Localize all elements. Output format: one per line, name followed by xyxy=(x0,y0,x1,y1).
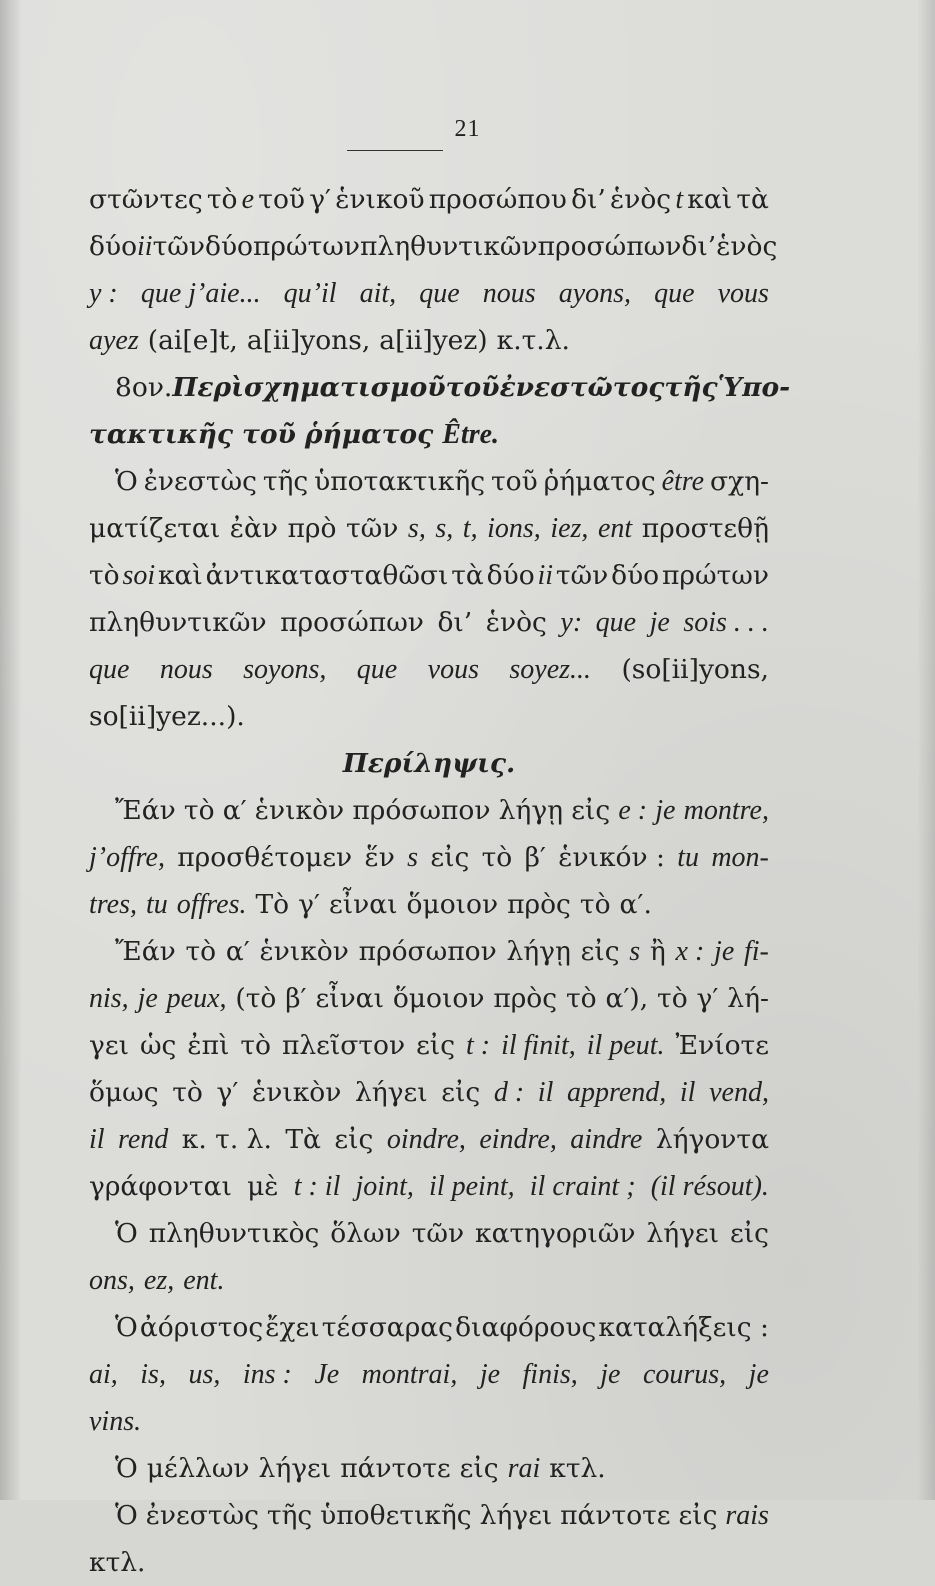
section-title: Περίληψις. xyxy=(342,748,516,779)
text-line: Ὁ μέλλων λήγει πάντοτε εἰς rai κτλ. xyxy=(115,1453,606,1484)
text-line: Ἔάν τὸ α′ ἑνικὸν πρόσωπον λήγῃ εἰς e : je montre, xyxy=(115,795,769,826)
text-line: que nous soyons, que vous soyez... (so[ii]yons, xyxy=(89,654,769,685)
text-line: so[ii]yez...). xyxy=(89,701,245,732)
text-line: ons, ez, ent. xyxy=(89,1265,225,1296)
header-rule xyxy=(347,150,443,151)
text-line: ὅμως τὸ γ′ ἑνικὸν λήγει εἰς d : il apprend, il vend, xyxy=(89,1077,769,1108)
body-text xyxy=(89,176,791,1586)
text-line: τὸ soi καὶ ἀντικατασταθῶσι τὰ δύο ii τῶν δύο πρώτων xyxy=(89,560,769,591)
text-line: δύο ii τῶν δύο πρώτων πληθυντικῶν προσώπων δι’ ἑνὸς xyxy=(89,231,778,262)
text-line: Ὁ πληθυντικὸς ὅλων τῶν κατηγοριῶν λήγει εἰς xyxy=(115,1218,769,1249)
text-line: y : que j’aie... qu’il ait, que nous ayons, que vous xyxy=(89,278,769,309)
text-line: nis, je peux, (τὸ β′ εἶναι ὅμοιον πρὸς τὸ α′), τὸ γ′ λή- xyxy=(89,983,769,1014)
text-line: Ὁ ἀόριστος ἔχει τέσσαρας διαφόρους καταλήξεις : xyxy=(115,1312,769,1343)
text-line: Ὁ ἐνεστὼς τῆς ὑποτακτικῆς τοῦ ῥήματος être σχη- xyxy=(115,466,769,497)
text-line: Ἔάν τὸ α′ ἑνικὸν πρόσωπον λήγῃ εἰς s ἢ x : je fi- xyxy=(115,936,769,967)
text-line: κτλ. xyxy=(89,1547,146,1578)
text-line: γράφονται μὲ t : il joint, il peint, il craint ; (il résout). xyxy=(89,1171,769,1202)
page-number: 21 xyxy=(454,116,481,142)
section-heading-line: 8ον. Περὶ σχηματισμοῦ τοῦ ἐνεστῶτος τῆς Ὑπο- xyxy=(115,372,791,403)
text-line: tres, tu offres. Τὸ γ′ εἶναι ὅμοιον πρὸς τὸ α′. xyxy=(89,889,652,920)
text-line: στῶντες τὸ e τοῦ γ′ ἑνικοῦ προσώπου δι’ ἑνὸς t καὶ τὰ xyxy=(89,184,769,215)
text-line: πληθυντικῶν προσώπων δι’ ἑνὸς y: que je sois . . . xyxy=(89,607,769,638)
text-line: j’offre, προσθέτομεν ἕν s εἰς τὸ β′ ἑνικόν : tu mon- xyxy=(89,842,769,873)
text-line: Ὁ ἐνεστὼς τῆς ὑποθετικῆς λήγει πάντοτε εἰς rais xyxy=(115,1500,769,1531)
section-heading-line: τακτικῆς τοῦ ῥήματος Être. xyxy=(89,419,500,450)
text-line: ai, is, us, ins : Je montrai, je finis, je courus, je xyxy=(89,1359,769,1390)
text-line: ματίζεται ἐὰν πρὸ τῶν s, s, t, ions, iez, ent προστεθῇ xyxy=(89,513,769,544)
text-line: γει ὡς ἐπὶ τὸ πλεῖστον εἰς t : il finit, il peut. Ἐνίοτε xyxy=(89,1030,769,1061)
text-line: ayez (ai[e]t, a[ii]yons, a[ii]yez) κ.τ.λ. xyxy=(89,325,570,356)
text-line: vins. xyxy=(89,1406,142,1437)
text-line: il rend κ. τ. λ. Τὰ εἰς oindre, eindre, aindre λήγοντα xyxy=(89,1124,769,1155)
